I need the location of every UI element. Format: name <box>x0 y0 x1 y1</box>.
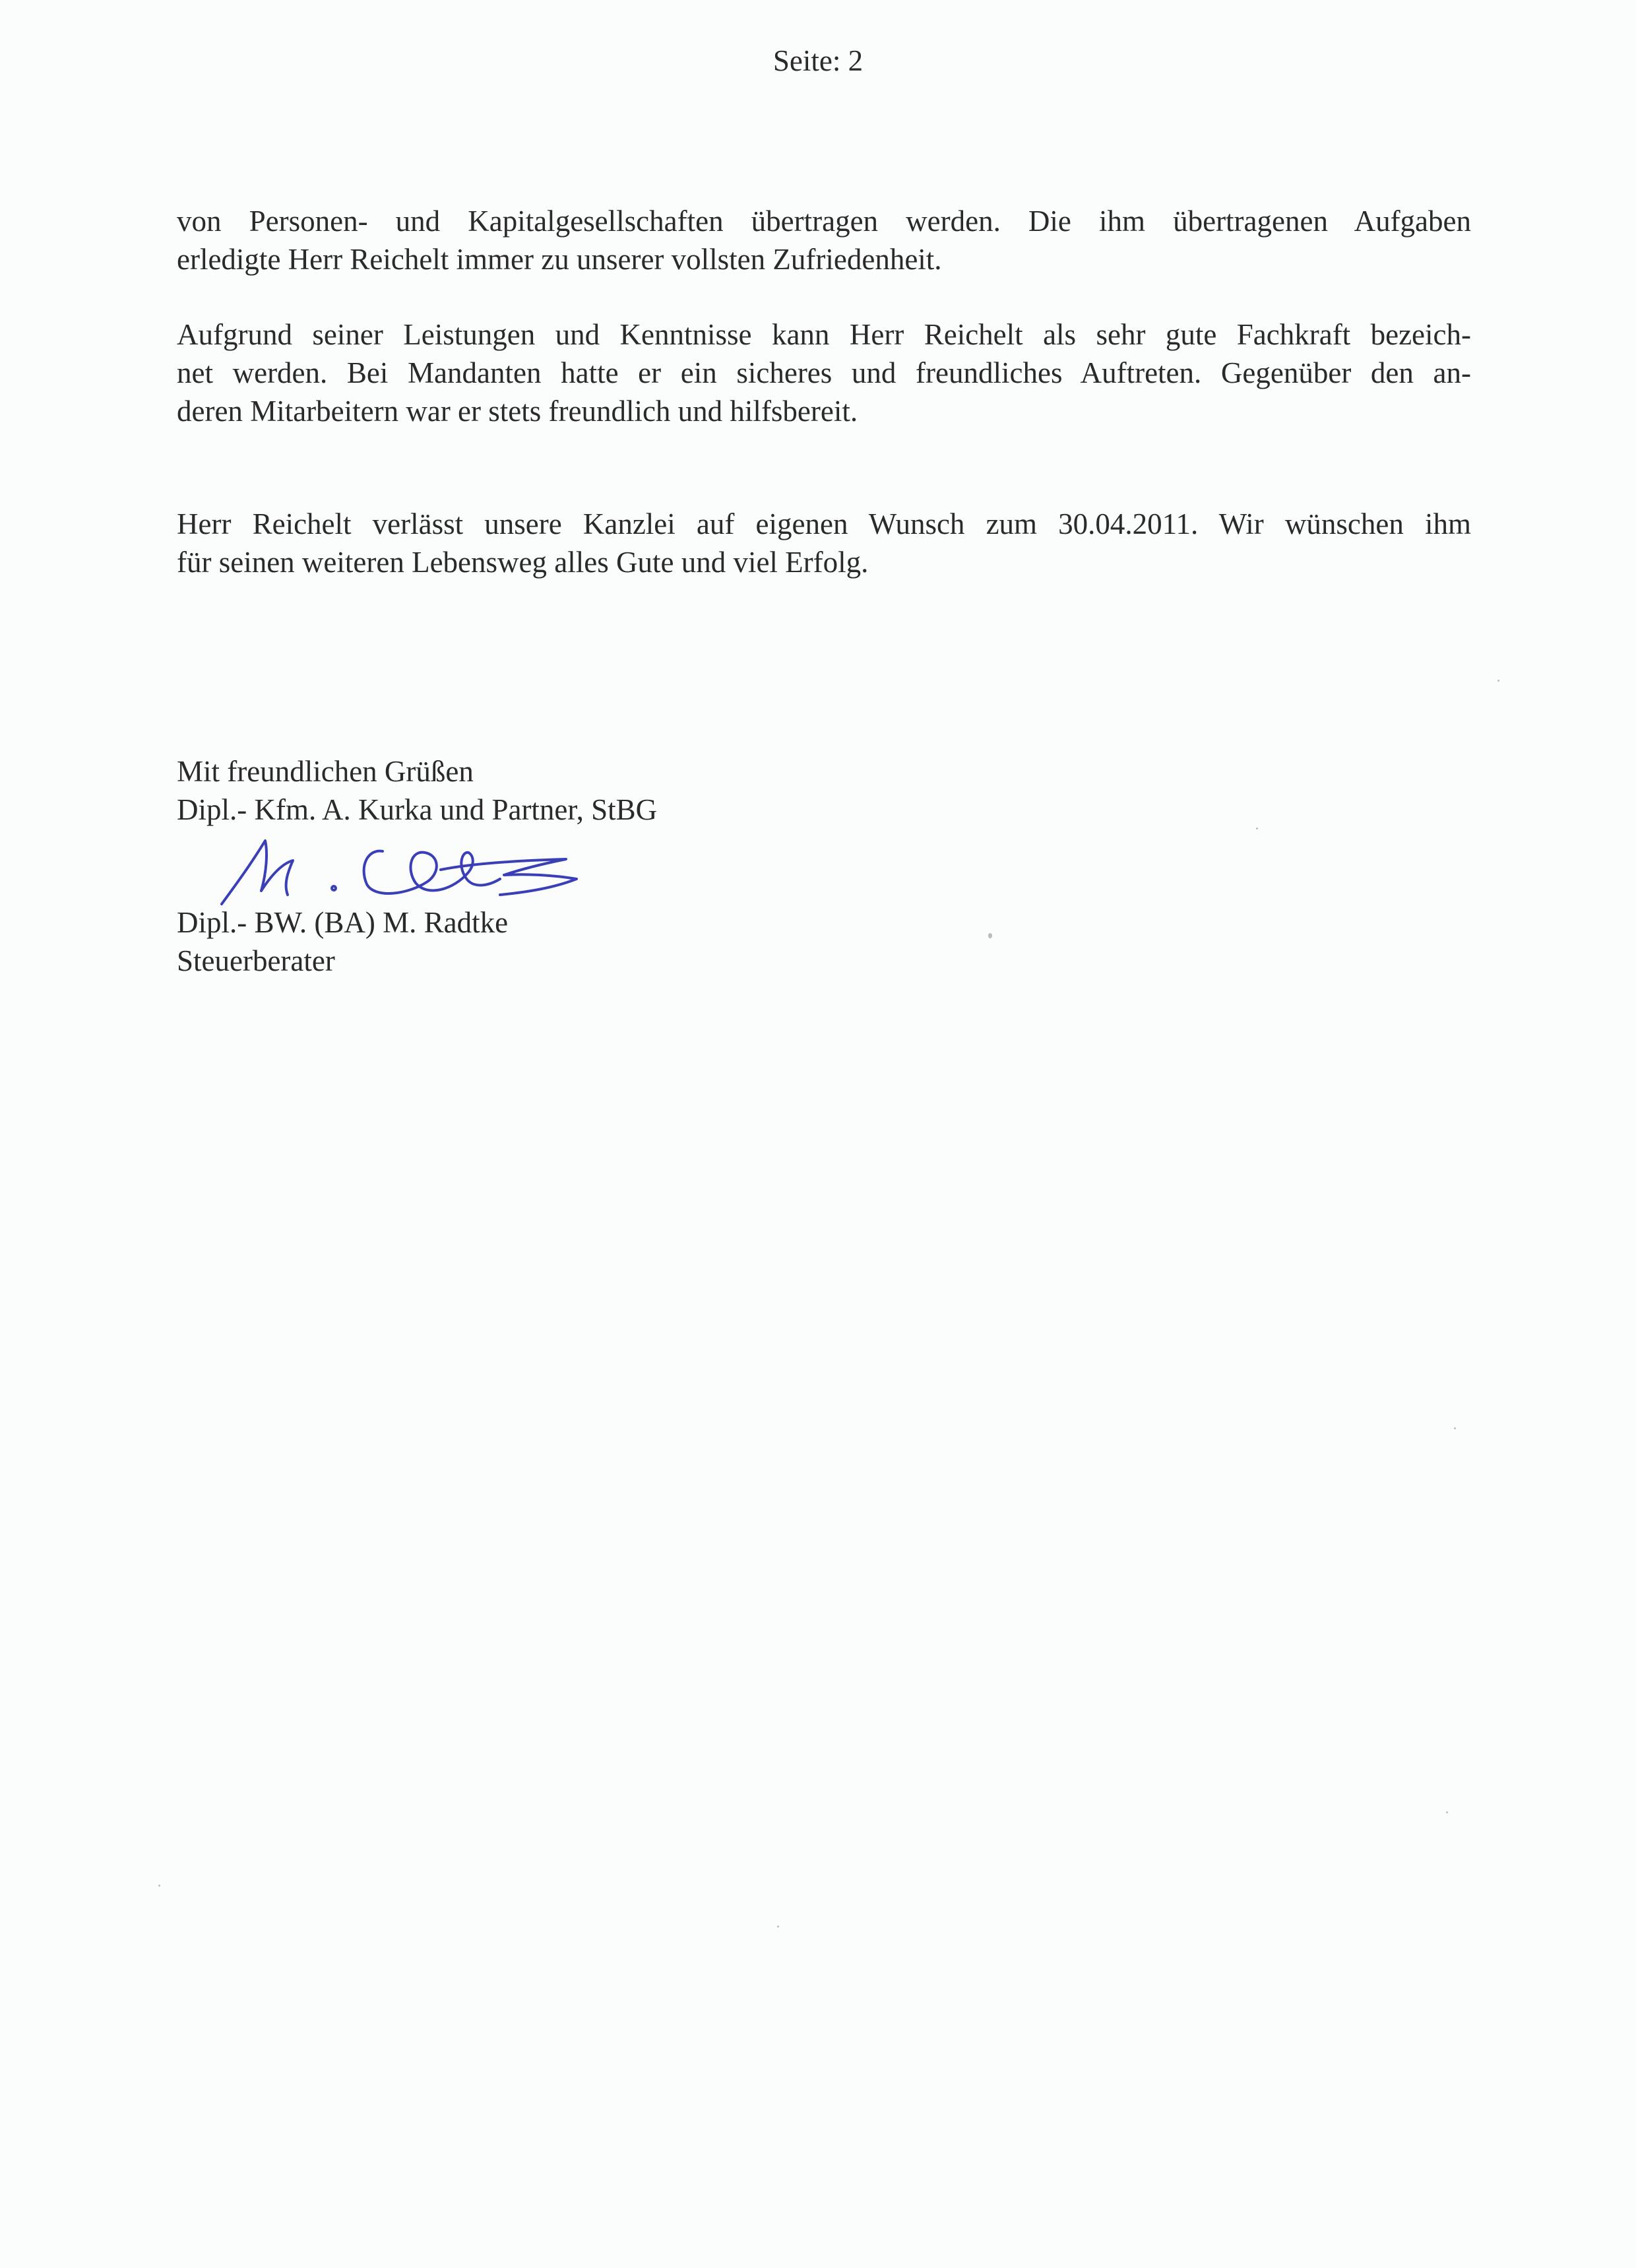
paragraph-line: für seinen weiteren Lebensweg alles Gute und viel Erfolg. <box>177 546 869 579</box>
closing-greeting: Mit freundlichen Grüßen <box>177 755 474 788</box>
paragraph-line: deren Mitarbeitern war er stets freundlich und hilfsbereit. <box>177 395 858 428</box>
signer-name: Dipl.- BW. (BA) M. Radtke <box>177 906 509 939</box>
scan-speck <box>158 1885 160 1887</box>
paragraph-line: net werden. Bei Mandanten hatte er ein sicheres und freundliches Auftreten. Gegenüber den an- <box>177 356 1471 389</box>
scan-speck <box>1454 1427 1456 1429</box>
firm-name: Dipl.- Kfm. A. Kurka und Partner, StBG <box>177 793 658 826</box>
paragraph-assessment <box>177 315 1471 430</box>
scan-speck <box>777 1926 779 1928</box>
paragraph-line: Aufgrund seiner Leistungen und Kenntnisse kann Herr Reichelt als sehr gute Fachkraft bezeich- <box>177 318 1471 351</box>
signer-title: Steuerberater <box>177 944 335 977</box>
page-number: Seite: 2 <box>772 44 864 77</box>
scan-speck <box>1497 680 1499 682</box>
paragraph-line: erledigte Herr Reichelt immer zu unserer vollsten Zufriedenheit. <box>177 243 942 276</box>
scan-speck <box>988 933 992 938</box>
scan-speck <box>1256 827 1258 829</box>
paragraph-line: von Personen- und Kapitalgesellschaften übertragen werden. Die ihm übertragenen Aufgaben <box>177 205 1471 238</box>
paragraph-duties <box>177 202 1471 278</box>
handwritten-signature <box>210 826 592 913</box>
paragraph-farewell <box>177 505 1471 581</box>
scan-speck <box>1446 1811 1448 1813</box>
paragraph-line: Herr Reichelt verlässt unsere Kanzlei auf eigenen Wunsch zum 30.04.2011. Wir wünschen ihm <box>177 507 1471 540</box>
